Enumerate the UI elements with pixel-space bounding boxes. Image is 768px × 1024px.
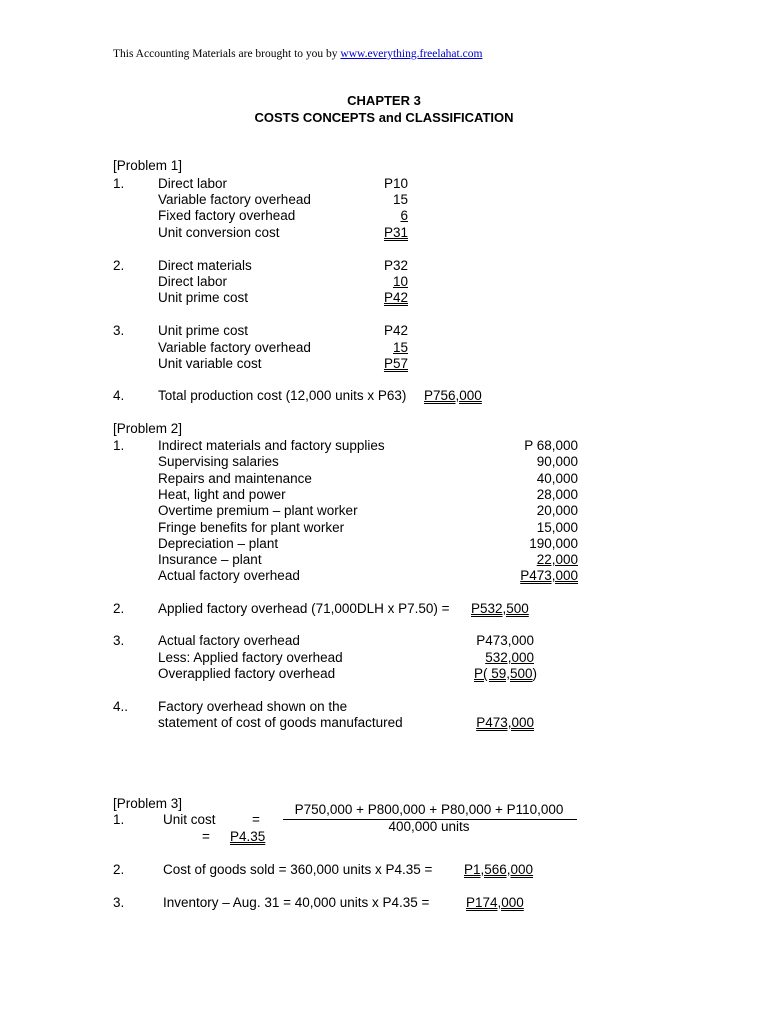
p1-item-number: 1. bbox=[113, 176, 125, 191]
p2-overhead-value: 190,000 bbox=[529, 536, 578, 551]
p2-overhead-label: Depreciation – plant bbox=[158, 536, 279, 551]
p1-total: P756,000 bbox=[424, 388, 482, 403]
p2-overhead-label: Supervising salaries bbox=[158, 454, 279, 469]
p2-overhead-value: P 68,000 bbox=[524, 438, 578, 453]
p2-overhead-value: 28,000 bbox=[536, 487, 578, 502]
p2-total-row bbox=[474, 666, 537, 682]
p1-label: Unit variable cost bbox=[158, 356, 262, 371]
p3-label: Cost of goods sold = 360,000 units x P4.35 = bbox=[163, 862, 433, 877]
p3-total: P1,566,000 bbox=[464, 862, 534, 877]
p2-label: Factory overhead shown on the bbox=[158, 699, 348, 714]
p1-label: Direct labor bbox=[158, 176, 228, 191]
p2-overhead-label: Indirect materials and factory supplies bbox=[158, 438, 385, 453]
p1-label: Unit prime cost bbox=[158, 323, 249, 338]
page-title: COSTS CONCEPTS and CLASSIFICATION bbox=[254, 110, 514, 125]
p2-value: 532,000 bbox=[485, 650, 534, 665]
equals-sign: = bbox=[202, 829, 210, 844]
p2-overhead-label: Repairs and maintenance bbox=[158, 471, 312, 486]
problem-2-heading: [Problem 2] bbox=[113, 421, 183, 436]
p2-overhead-value: 40,000 bbox=[536, 471, 578, 486]
fraction-denominator: 400,000 units bbox=[388, 819, 470, 834]
p2-item-number: 1. bbox=[113, 438, 125, 453]
p3-item-number: 3. bbox=[113, 895, 125, 910]
p1-value: 10 bbox=[392, 274, 408, 289]
p2-label: Less: Applied factory overhead bbox=[158, 650, 343, 665]
p1-value: P32 bbox=[383, 258, 408, 273]
header-line bbox=[113, 46, 482, 62]
p1-label: Variable factory overhead bbox=[158, 192, 311, 207]
p1-label: Direct labor bbox=[158, 274, 228, 289]
p2-item-number: 2. bbox=[113, 601, 125, 616]
p1-label: Fixed factory overhead bbox=[158, 208, 296, 223]
p1-total: P57 bbox=[383, 356, 408, 371]
p3-item-number: 1. bbox=[113, 812, 125, 827]
p1-value: P42 bbox=[383, 323, 408, 338]
p1-label: Direct materials bbox=[158, 258, 252, 273]
p2-item-number: 3. bbox=[113, 633, 125, 648]
p3-total: P4.35 bbox=[230, 829, 266, 844]
p2-overhead-label: Heat, light and power bbox=[158, 487, 286, 502]
p2-overhead-value: 90,000 bbox=[536, 454, 578, 469]
closing-paren: ) bbox=[532, 666, 538, 681]
p3-label: Unit cost bbox=[163, 812, 216, 827]
p2-overhead-total: P473,000 bbox=[520, 568, 578, 583]
p1-label: Variable factory overhead bbox=[158, 340, 311, 355]
p1-value: P10 bbox=[383, 176, 408, 191]
p2-overhead-label: Actual factory overhead bbox=[158, 568, 300, 583]
p1-value: 15 bbox=[392, 192, 408, 207]
p1-item-number: 2. bbox=[113, 258, 125, 273]
p2-label: statement of cost of goods manufactured bbox=[158, 715, 403, 730]
p2-overhead-label: Fringe benefits for plant worker bbox=[158, 520, 345, 535]
p1-value: 15 bbox=[392, 340, 408, 355]
chapter-label: CHAPTER 3 bbox=[347, 93, 421, 108]
p2-overhead-value: 20,000 bbox=[536, 503, 578, 518]
p1-total: P42 bbox=[383, 290, 408, 305]
p2-overhead-value: 22,000 bbox=[536, 552, 578, 567]
p2-overhead-value: 15,000 bbox=[536, 520, 578, 535]
fraction-numerator: P750,000 + P800,000 + P80,000 + P110,000 bbox=[294, 802, 564, 817]
p1-total: P31 bbox=[383, 225, 408, 240]
p2-total: P473,000 bbox=[476, 715, 534, 730]
p3-item-number: 2. bbox=[113, 862, 125, 877]
header-prefix: This Accounting Materials are brought to you by bbox=[113, 48, 341, 60]
problem-3-heading: [Problem 3] bbox=[113, 796, 183, 811]
p1-label: Unit conversion cost bbox=[158, 225, 280, 240]
p2-item-number: 4.. bbox=[113, 699, 129, 714]
header-link[interactable]: www.everything.freelahat.com bbox=[340, 48, 483, 60]
p1-label: Total production cost (12,000 units x P63) bbox=[158, 388, 407, 403]
p3-total: P174,000 bbox=[466, 895, 524, 910]
p1-item-number: 4. bbox=[113, 388, 125, 403]
p2-value: P473,000 bbox=[476, 633, 534, 648]
p2-overhead-label: Overtime premium – plant worker bbox=[158, 503, 358, 518]
problem-1-heading: [Problem 1] bbox=[113, 158, 183, 173]
equals-sign: = bbox=[252, 812, 260, 827]
p2-total: P532,500 bbox=[471, 601, 529, 616]
p3-label: Inventory – Aug. 31 = 40,000 units x P4.35 = bbox=[163, 895, 430, 910]
p2-label: Actual factory overhead bbox=[158, 633, 300, 648]
p2-label: Applied factory overhead (71,000DLH x P7.50) = bbox=[158, 601, 450, 616]
p2-total: P( 59,500 bbox=[474, 666, 533, 681]
p1-label: Unit prime cost bbox=[158, 290, 249, 305]
p2-overhead-label: Insurance – plant bbox=[158, 552, 262, 567]
p2-label: Overapplied factory overhead bbox=[158, 666, 336, 681]
p1-item-number: 3. bbox=[113, 323, 125, 338]
p1-value: 6 bbox=[400, 208, 408, 223]
